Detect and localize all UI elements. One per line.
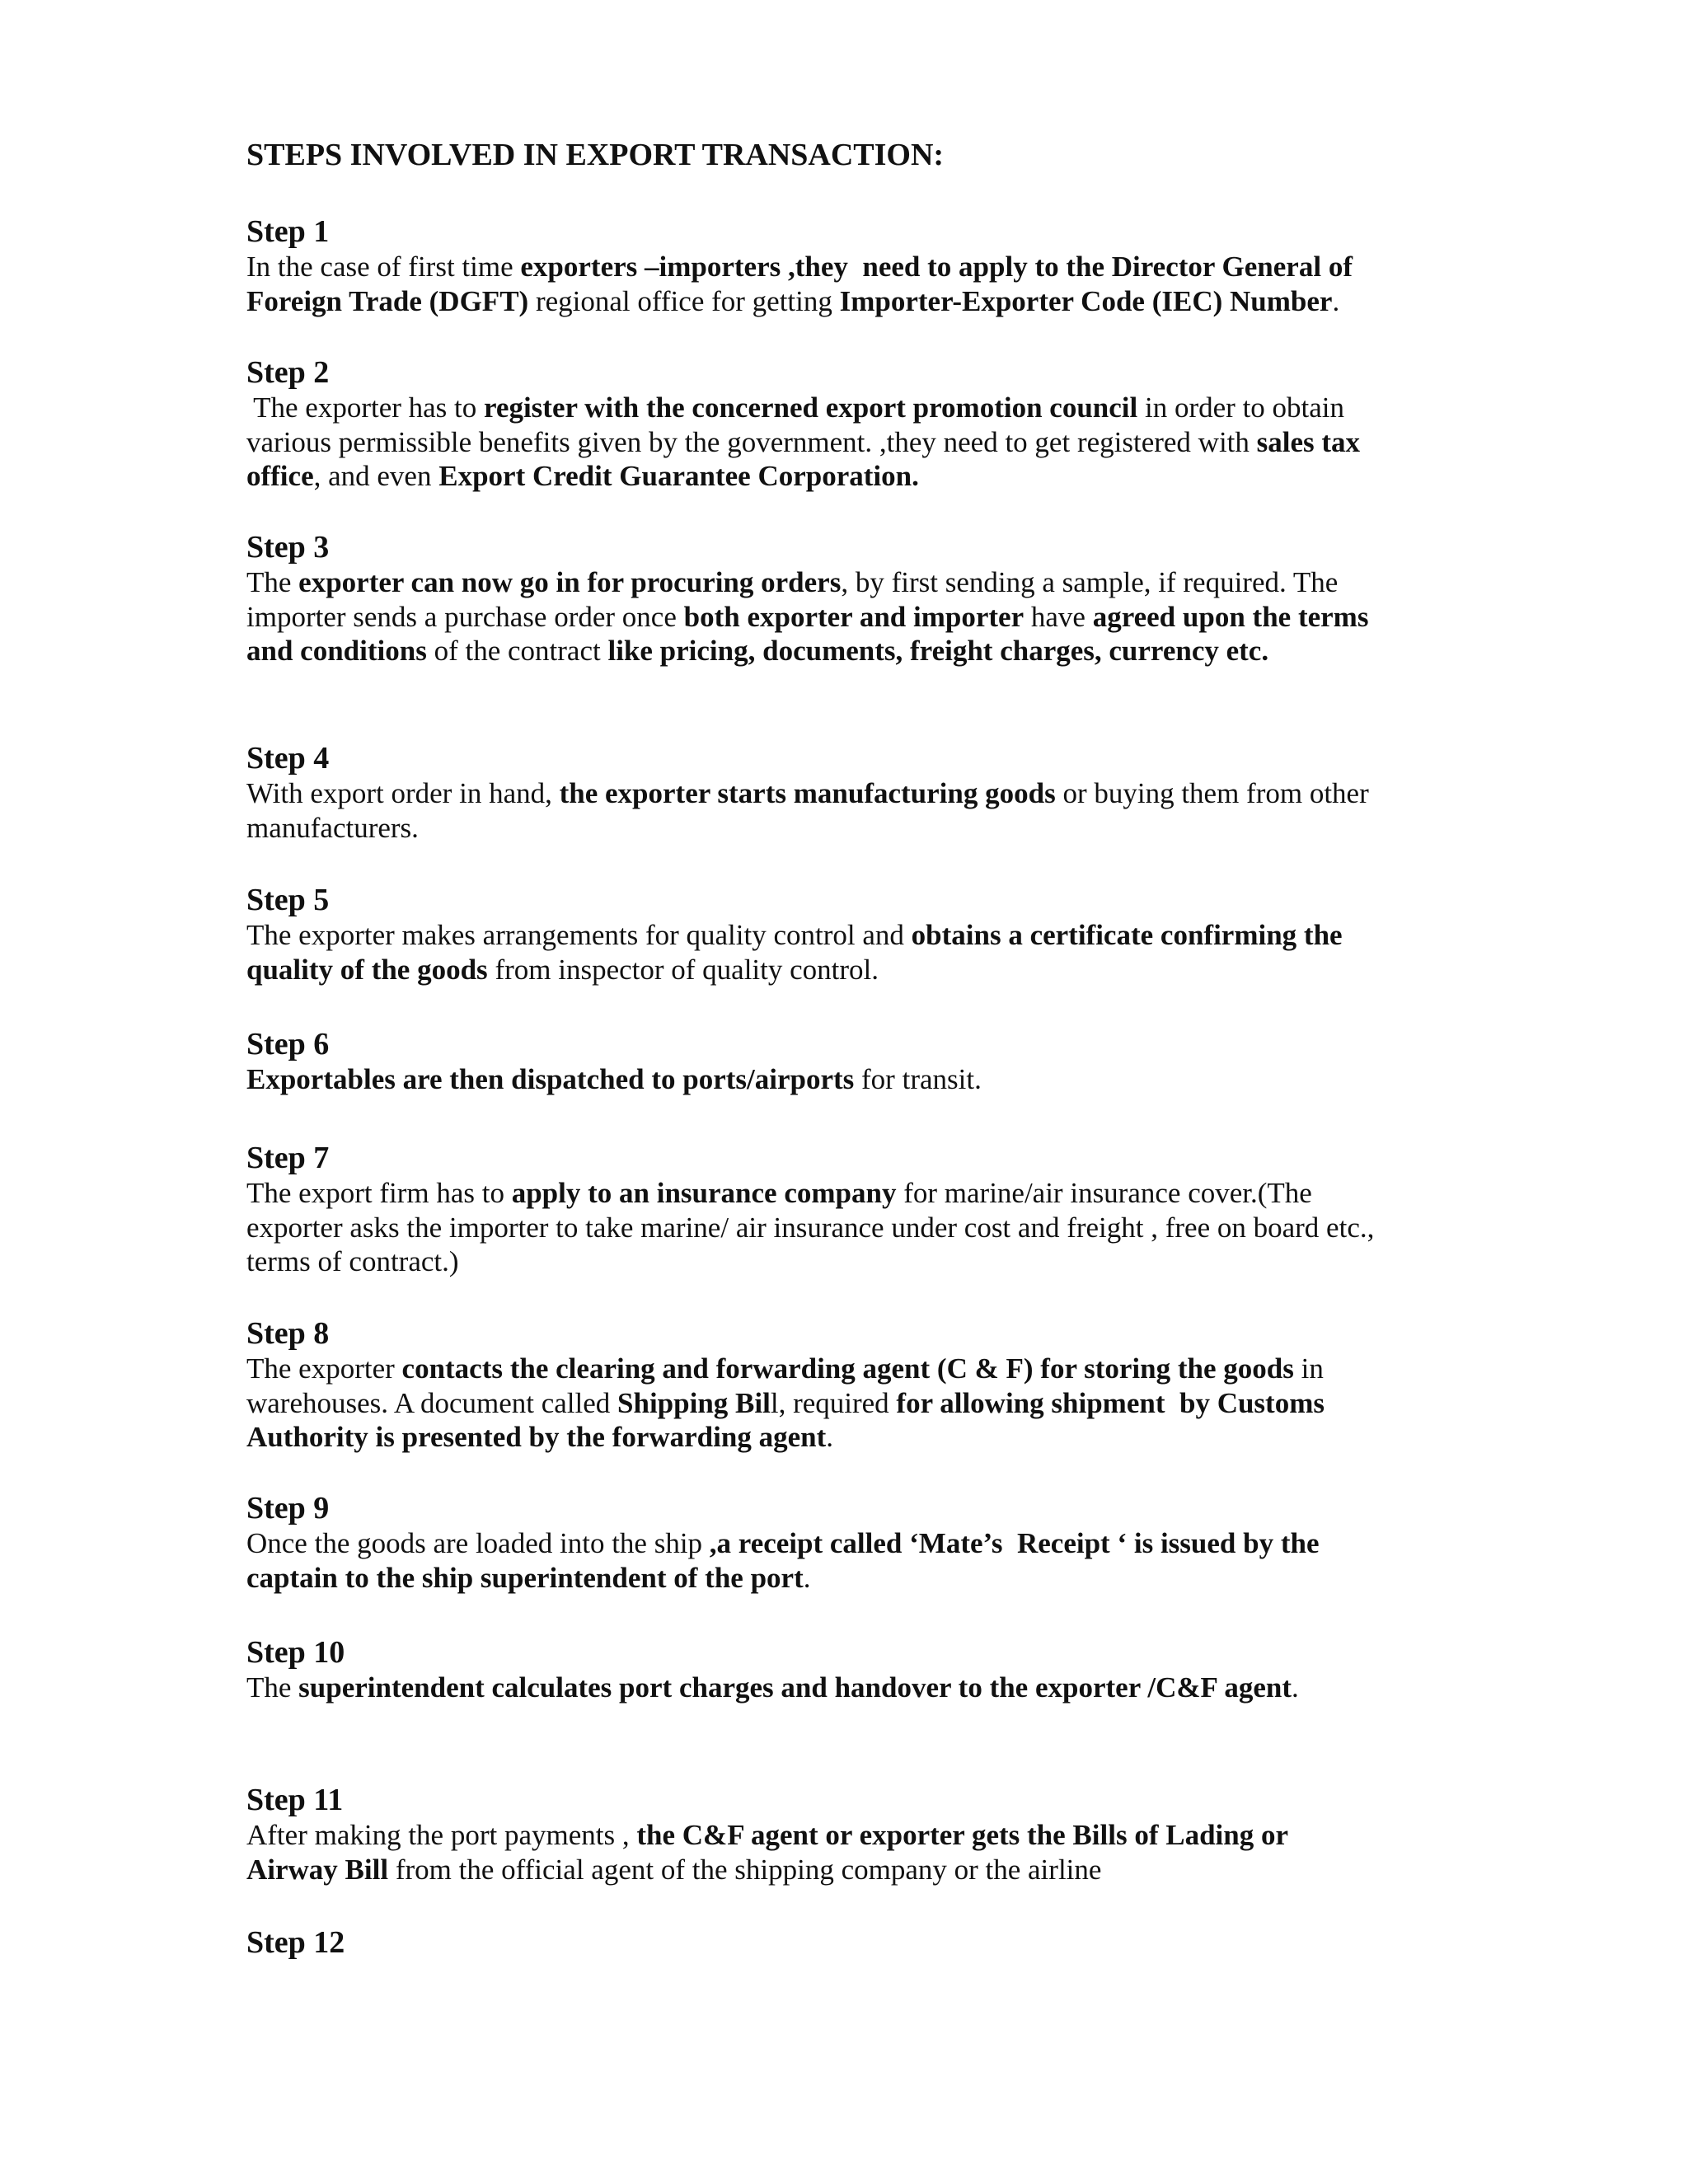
text: Once the goods are loaded into the ship [246,1527,710,1559]
step-heading: Step 2 [246,355,330,390]
step-body [246,1818,1442,1886]
step-text-line [246,1853,1442,1887]
step-text-line [246,776,1442,811]
step-11 [246,1782,1442,1886]
text: . [803,1561,811,1594]
text: l, required [770,1386,897,1419]
text: After making the port payments , [246,1819,637,1851]
step-text-line [246,1176,1442,1211]
bold-text: Exportables are then dispatched to ports/airports [246,1063,855,1095]
step-heading: Step 1 [246,214,330,249]
text: in [1293,1352,1324,1385]
step-text-line [246,425,1442,460]
step-body [246,1671,1442,1705]
text: warehouses. A document called [246,1386,618,1419]
step-text-line [246,1352,1442,1386]
text: , by first sending a sample, if required. The [841,566,1339,598]
step-text-line [246,459,1442,494]
step-heading: Step 11 [246,1783,344,1817]
text: The exporter makes arrangements for quality control and [246,919,912,951]
step-body [246,776,1442,845]
step-2 [246,354,1442,494]
bold-text: like pricing, documents, freight charges, currency etc. [607,635,1269,667]
bold-text: both exporter and importer [683,600,1025,633]
step-heading: Step 5 [246,883,330,917]
step-text-line [246,1244,1442,1279]
step-text-line [246,1818,1442,1853]
bold-text: the exporter starts manufacturing goods [559,777,1056,809]
step-1 [246,213,1442,318]
text: . [826,1421,833,1453]
step-body [246,250,1442,318]
step-text-line [246,600,1442,635]
step-heading: Step 4 [246,741,330,776]
step-heading: Step 8 [246,1316,330,1351]
text: , and even [313,460,439,492]
bold-text: Export Credit Guarantee Corporation. [438,460,919,492]
text: or buying them from other [1055,777,1369,809]
step-7 [246,1140,1442,1279]
text: in order to obtain [1137,391,1345,424]
step-text-line [246,918,1442,953]
step-text-line [246,1211,1442,1245]
step-text-line [246,565,1442,600]
step-12 [246,1924,1442,1961]
step-3 [246,529,1442,668]
text: The exporter has to [246,391,485,424]
step-heading: Step 6 [246,1027,330,1062]
text: The [246,1671,299,1704]
bold-text: the C&F agent or exporter gets the Bills of Lading or [636,1819,1289,1851]
bold-text: office [246,460,314,492]
step-heading: Step 12 [246,1925,345,1960]
step-body [246,565,1442,668]
step-text-line [246,391,1442,425]
text: of the contract [426,635,608,667]
bold-text: Authority is presented by the forwarding agent [246,1421,827,1453]
step-text-line [246,1062,1442,1097]
step-heading: Step 9 [246,1491,330,1526]
text: for transit. [854,1063,982,1095]
bold-text: superintendent calculates port charges and handover to the exporter /C&F agent [298,1671,1292,1704]
bold-text: register with the concerned export promotion council [484,391,1138,424]
bold-text: ,a receipt called ‘Mate’s Receipt ‘ is issued by the [709,1527,1320,1559]
text: . [1292,1671,1299,1704]
text: . [1332,284,1340,317]
text: have [1024,600,1093,633]
document-title: STEPS INVOLVED IN EXPORT TRANSACTION: [246,138,945,172]
step-heading: Step 10 [246,1635,345,1670]
step-text-line [246,1561,1442,1596]
bold-text: for allowing shipment by Customs [896,1386,1325,1419]
step-body [246,918,1442,987]
bold-text: captain to the ship superintendent of the port [246,1561,804,1594]
step-body [246,1176,1442,1279]
bold-text: obtains a certificate confirming the [911,919,1343,951]
text: With export order in hand, [246,777,560,809]
step-4 [246,740,1442,845]
step-text-line [246,1671,1442,1705]
bold-text: agreed upon the terms [1092,600,1369,633]
text: various permissible benefits given by the government. ,they need to get registered with [246,425,1257,458]
text: manufacturers. [246,811,419,844]
step-heading: Step 7 [246,1141,330,1175]
text: from inspector of quality control. [487,953,879,986]
step-6 [246,1026,1442,1097]
bold-text: exporter can now go in for procuring orders [298,566,842,598]
text: The export firm has to [246,1177,512,1209]
step-10 [246,1634,1442,1705]
step-text-line [246,250,1442,284]
step-body [246,391,1442,494]
step-8 [246,1315,1442,1455]
step-text-line [246,1386,1442,1421]
step-9 [246,1490,1442,1595]
step-text-line [246,1420,1442,1455]
text: from the official agent of the shipping company or the airline [388,1853,1102,1886]
step-text-line [246,1526,1442,1561]
text: importer sends a purchase order once [246,600,684,633]
step-text-line [246,284,1442,319]
step-body [246,1526,1442,1595]
text: for marine/air insurance cover.(The [896,1177,1312,1209]
step-body [246,1062,1442,1097]
step-text-line [246,634,1442,668]
bold-text: Foreign Trade (DGFT) [246,284,529,317]
step-body [246,1352,1442,1455]
step-text-line [246,811,1442,846]
bold-text: Importer-Exporter Code (IEC) Number [839,284,1333,317]
bold-text: sales tax [1256,425,1361,458]
step-text-line [246,953,1442,987]
bold-text: exporters –importers ,they need to apply to the Director General of [520,251,1353,283]
text: The exporter [246,1352,402,1385]
text: The [246,566,299,598]
text: regional office for getting [528,284,840,317]
step-5 [246,882,1442,987]
bold-text: Airway Bill [246,1853,389,1886]
bold-text: apply to an insurance company [511,1177,897,1209]
bold-text: contacts the clearing and forwarding agent (C & F) for storing the goods [401,1352,1294,1385]
step-heading: Step 3 [246,530,330,565]
text: In the case of first time [246,251,521,283]
text: terms of contract.) [246,1245,459,1277]
bold-text: Shipping Bil [617,1386,771,1419]
text: exporter asks the importer to take marine/ air insurance under cost and freight , free on board etc., [246,1211,1375,1244]
bold-text: and conditions [246,635,427,667]
bold-text: quality of the goods [246,953,488,986]
